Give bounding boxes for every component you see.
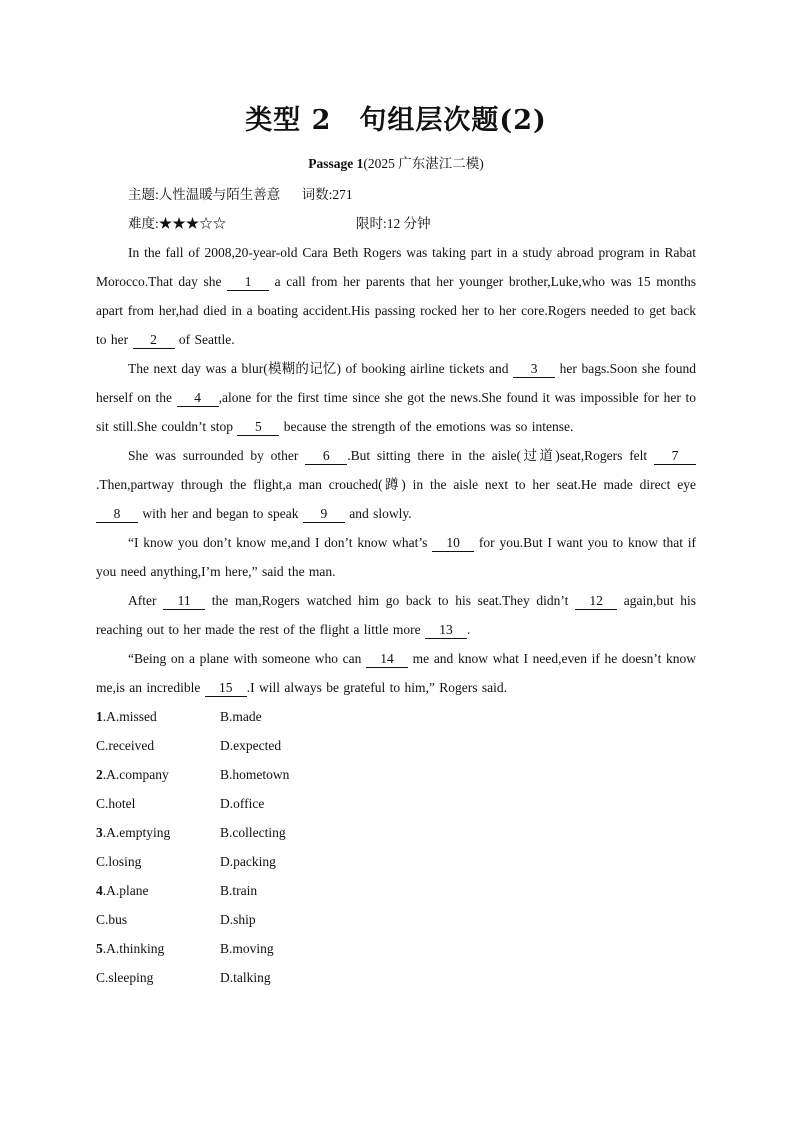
- passage-text: for you.But I want you to know that if you need anything,I’m here,” said the man.: [96, 535, 696, 579]
- passage-paragraph: [96, 586, 696, 644]
- passage-name: Passage 1: [308, 156, 364, 171]
- passage-text: She was surrounded by other: [128, 448, 306, 463]
- option-row-ab: [96, 760, 696, 789]
- option-b: B.made: [220, 709, 262, 724]
- option-a: [96, 702, 220, 731]
- option-a-text: .A.plane: [102, 883, 149, 898]
- option-a: [96, 876, 220, 905]
- passage-paragraph: [96, 441, 696, 528]
- passage-text: me and know what I need,even if he doesn’t know me,is an incredible: [96, 651, 696, 695]
- question-number: 5: [96, 941, 103, 956]
- time-value: 12 分钟: [386, 216, 431, 231]
- option-a-text: .A.emptying: [102, 825, 171, 840]
- passage-heading: [96, 152, 696, 172]
- option-a-text: .A.missed: [102, 709, 157, 724]
- question-number: 2: [96, 767, 103, 782]
- passage-body: [96, 238, 696, 702]
- option-d: D.talking: [220, 970, 271, 985]
- blank-2: 2: [133, 332, 175, 349]
- passage-text: In the fall of 2008,20-year-old Cara Beth Rogers was taking part in a study abroad program in Rabat Morocco.That day she: [96, 245, 696, 289]
- passage-text: .Then,partway through the flight,a man crouched(蹲) in the aisle next to her seat.He made direct eye: [96, 477, 696, 492]
- passage-text: with her and began to speak: [138, 506, 303, 521]
- blank-7: 7: [654, 448, 696, 465]
- blank-13: 13: [425, 622, 467, 639]
- passage-meta: [96, 180, 696, 238]
- option-row-cd: [96, 731, 696, 760]
- option-d: D.ship: [220, 912, 256, 927]
- passage-paragraph: [96, 644, 696, 702]
- passage-text: .I will always be grateful to him,” Rogers said.: [246, 680, 508, 695]
- option-b: B.hometown: [220, 767, 290, 782]
- option-c: C.losing: [96, 854, 142, 869]
- blank-3: 3: [513, 361, 555, 378]
- passage-text: “Being on a plane with someone who can: [128, 651, 367, 666]
- option-a: [96, 934, 220, 963]
- blank-1: 1: [227, 274, 269, 291]
- option-b: B.moving: [220, 941, 274, 956]
- theme-label: 主题:: [128, 187, 159, 202]
- blank-9: 9: [303, 506, 345, 523]
- question-number: 4: [96, 883, 103, 898]
- passage-text: again,but his reaching out to her made the rest of the flight a little more: [96, 593, 696, 637]
- passage-source: (2025 广东湛江二模): [363, 156, 484, 171]
- option-c: C.sleeping: [96, 970, 154, 985]
- blank-5: 5: [237, 419, 279, 436]
- blank-15: 15: [205, 680, 247, 697]
- passage-text: .: [467, 622, 471, 637]
- question-number: 1: [96, 709, 103, 724]
- blank-4: 4: [177, 390, 219, 407]
- option-c: C.received: [96, 738, 155, 753]
- blank-6: 6: [305, 448, 347, 465]
- passage-text: “I know you don’t know me,and I don’t know what’s: [128, 535, 433, 550]
- option-row-ab: [96, 818, 696, 847]
- blank-8: 8: [96, 506, 138, 523]
- wordcount: [302, 180, 353, 209]
- option-a-text: .A.company: [102, 767, 169, 782]
- option-a-text: .A.thinking: [102, 941, 165, 956]
- passage-text: ,alone for the first time since she got the news.She found it was impossible for her to sit still.She couldn’t stop: [96, 390, 697, 434]
- option-row-cd: [96, 847, 696, 876]
- difficulty-stars: ★★★☆☆: [158, 216, 227, 231]
- option-d: D.expected: [220, 738, 282, 753]
- page-title: 类型 2 句组层次题(2): [245, 105, 547, 136]
- blank-14: 14: [366, 651, 408, 668]
- option-d: D.office: [220, 796, 265, 811]
- option-row-cd: [96, 963, 696, 992]
- passage-text: a call from her parents that her younger brother,Luke,who was 15 months apart from her,had died in a boating accident.His passing rocked her to her core.Rogers needed to get back to her: [96, 274, 697, 347]
- option-row-cd: [96, 905, 696, 934]
- wordcount-label: 词数:: [301, 187, 333, 202]
- passage-text: After: [128, 593, 164, 608]
- passage-text: of Seattle.: [174, 332, 235, 347]
- blank-11: 11: [163, 593, 205, 610]
- passage-text: .But sitting there in the aisle(过道)seat,Rogers felt: [347, 448, 654, 463]
- theme-value: 人性温暖与陌生善意: [158, 187, 281, 202]
- option-row-ab: [96, 934, 696, 963]
- passage-text: and slowly.: [344, 506, 412, 521]
- wordcount-value: 271: [332, 187, 353, 202]
- option-a: [96, 760, 220, 789]
- blank-10: 10: [432, 535, 474, 552]
- option-b: B.train: [220, 883, 258, 898]
- passage-paragraph: [96, 354, 696, 441]
- option-row-ab: [96, 702, 696, 731]
- option-d: D.packing: [220, 854, 276, 869]
- passage-text: the man,Rogers watched him go back to his seat.They didn’t: [205, 593, 576, 608]
- question-number: 3: [96, 825, 103, 840]
- time-limit: [356, 209, 431, 238]
- passage-paragraph: [96, 238, 696, 354]
- option-row-cd: [96, 789, 696, 818]
- passage-text: The next day was a blur(模糊的记忆) of booking airline tickets and: [128, 361, 514, 376]
- option-c: C.hotel: [96, 796, 136, 811]
- option-row-ab: [96, 876, 696, 905]
- passage-text: because the strength of the emotions was so intense.: [279, 419, 574, 434]
- passage-paragraph: [96, 528, 696, 586]
- answer-options: [96, 702, 696, 992]
- meta-row-difficulty: [128, 209, 696, 238]
- blank-12: 12: [575, 593, 617, 610]
- option-a: [96, 818, 220, 847]
- option-b: B.collecting: [220, 825, 286, 840]
- difficulty-label: 难度:: [128, 216, 159, 231]
- time-label: 限时:: [356, 216, 387, 231]
- meta-row-theme: [128, 180, 696, 209]
- passage-text: her bags.Soon she found herself on the: [96, 361, 696, 405]
- option-c: C.bus: [96, 912, 128, 927]
- worksheet-page: [96, 100, 696, 992]
